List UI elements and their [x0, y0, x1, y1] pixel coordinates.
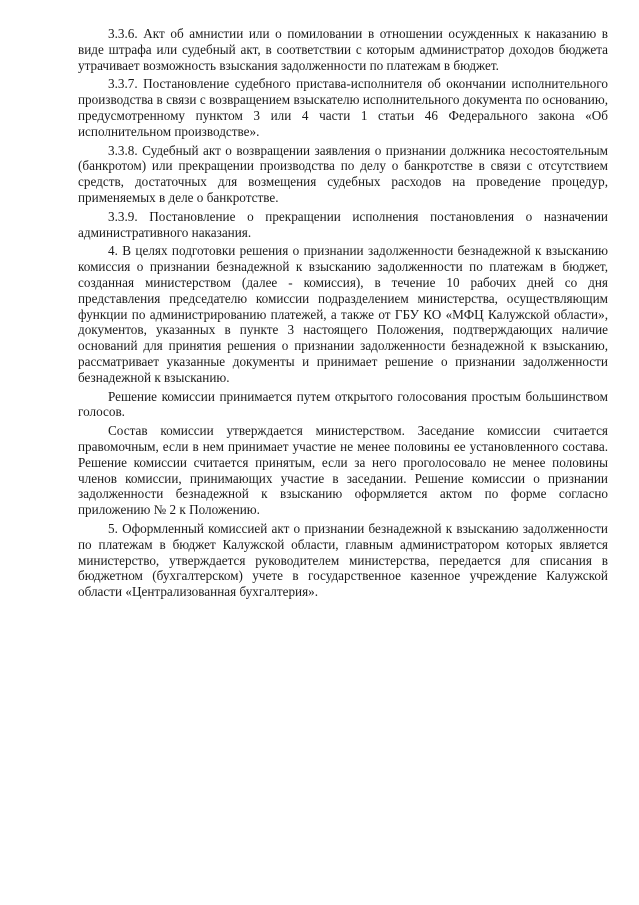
paragraph-4: 4. В целях подготовки решения о признании задолженности безнадежной к взысканию комиссия о признании безнадежной к взысканию задолженности по платежам в бюджет, созданная министерством (далее - комиссия), в течение 10 рабочих дней со дня представления председателю комиссии подразделением министерства, осуществляющим функции по администрированию платежей, а также от ГБУ КО «МФЦ Калужской области», документов, указанных в пункте 3 настоящего Положения, подтверждающих наличие оснований для принятия решения о признании задолженности безнадежной к взысканию, рассматривает указанные документы и принимает решение о признании задолженности безнадежной к взысканию. [78, 243, 608, 385]
paragraph-5: 5. Оформленный комиссией акт о признании безнадежной к взысканию задолженности по платежам в бюджет Калужской области, главным администратором которых является министерство, утверждается руководителем министерства, передается для списания в бюджетном (бухгалтерском) учете в государственное казенное учреждение Калужской области «Централизованная бухгалтерия». [78, 520, 608, 600]
document-body [78, 26, 608, 603]
paragraph-composition: Состав комиссии утверждается министерством. Заседание комиссии считается правомочным, если в нем принимает участие не менее половины ее установленного состава. Решение комиссии считается принятым, если за него проголосовало не менее половины членов комиссии, принимающих участие в заседании. Решение комиссии о признании задолженности безнадежной к взысканию оформляется актом по форме согласно приложению № 2 к Положению. [78, 423, 608, 518]
paragraph-3-3-9: 3.3.9. Постановление о прекращении исполнения постановления о назначении административного наказания. [78, 208, 608, 240]
paragraph-3-3-6: 3.3.6. Акт об амнистии или о помиловании в отношении осужденных к наказанию в виде штрафа или судебный акт, в соответствии с которым администратор доходов бюджета утрачивает возможность взыскания задолженности по платежам в бюджет. [78, 26, 608, 73]
paragraph-voting: Решение комиссии принимается путем открытого голосования простым большинством голосов. [78, 388, 608, 420]
paragraph-3-3-8: 3.3.8. Судебный акт о возвращении заявления о признании должника несостоятельным (банкротом) или прекращении производства по делу о банкротстве в связи с отсутствием средств, достаточных для возмещения судебных расходов на проведение процедур, применяемых в деле о банкротстве. [78, 142, 608, 205]
paragraph-3-3-7: 3.3.7. Постановление судебного пристава-исполнителя об окончании исполнительного производства в связи с возвращением взыскателю исполнительного документа по основанию, предусмотренному пунктом 3 или 4 части 1 статьи 46 Федерального закона «Об исполнительном производстве». [78, 76, 608, 139]
